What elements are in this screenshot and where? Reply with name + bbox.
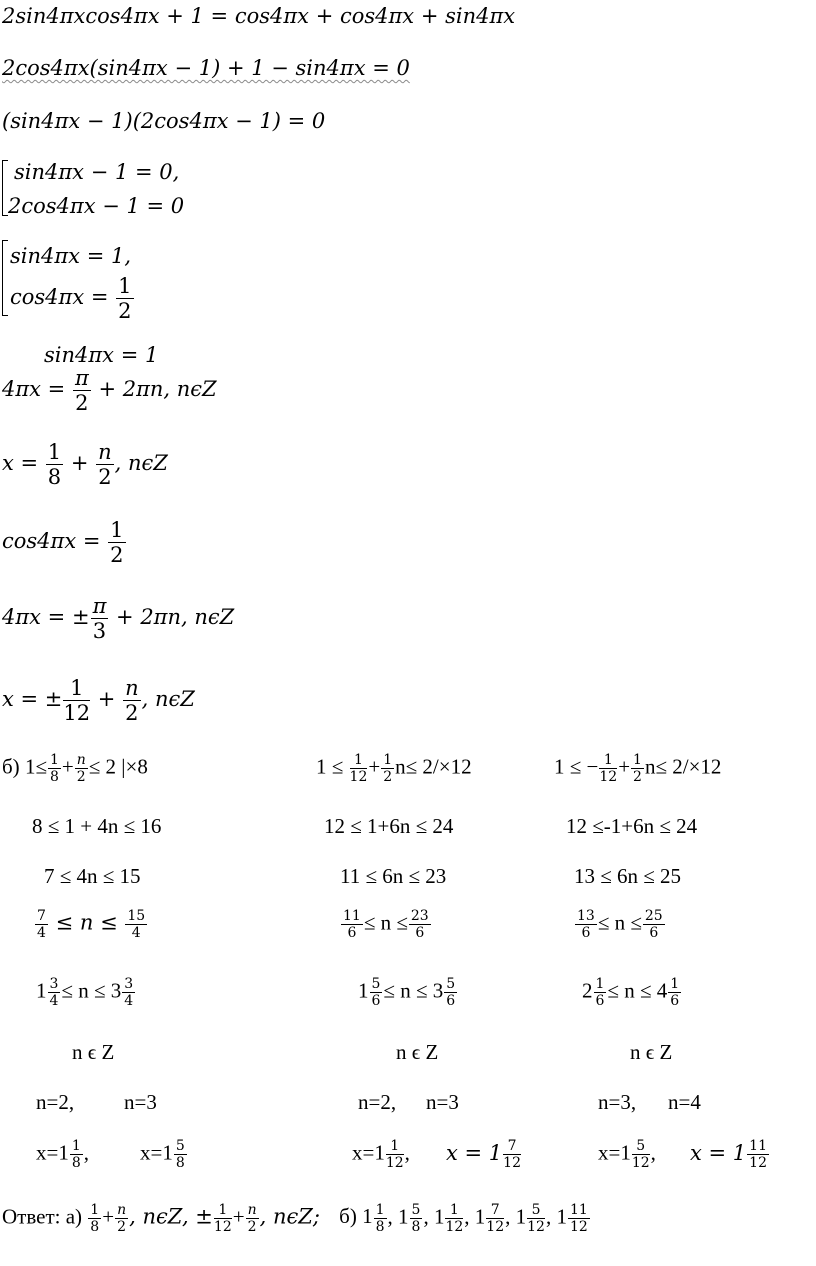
col2-x1-pre: x=1 (352, 1140, 385, 1165)
col1-frac-1-8: $\frac{1}{8}$ (49, 752, 59, 786)
col2-head-post: n≤ 2/×12 (395, 754, 472, 779)
fraction-pi-over-2: $\frac{\pi}{2}$ (74, 366, 89, 416)
case-2-solution (2, 594, 234, 643)
answer-comma-5: , (545, 1204, 552, 1229)
answer-b-frac-3: $\frac{1}{12}$ (445, 1202, 464, 1236)
col2-step-1: 12 ≤ 1+6n ≤ 24 (324, 814, 454, 838)
col1-head-post: ≤ 2 |×8 (88, 754, 148, 779)
col1-x1-pre: x=1 (36, 1140, 69, 1165)
col3-x2 (690, 1138, 770, 1171)
case-1-solution-lhs: 4πx = (2, 377, 72, 402)
case-2-x-lhs: x = ± (2, 687, 63, 712)
answer-comma-2: , (423, 1204, 429, 1229)
col2-head-pre: 1 ≤ (316, 754, 349, 779)
fraction-one-twelfth: $\frac{1}{12}$ (63, 676, 91, 726)
col1-frac-3-4-b: $\frac{3}{4}$ (124, 976, 134, 1010)
col1-step-4-whole: 1 (36, 978, 47, 1003)
fraction-n-over-2: $\frac{n}{2}$ (98, 440, 112, 490)
answer-mid-2: , nϵZ; (259, 1204, 320, 1229)
case-2-heading (2, 518, 127, 567)
case-1-x-rhs: , nϵZ (114, 451, 168, 476)
col3-x1 (598, 1138, 656, 1171)
col2-frac-5-6-b: $\frac{5}{6}$ (446, 976, 456, 1010)
col2-frac-1-2: $\frac{1}{2}$ (383, 752, 393, 786)
system-1-line-1: sin4πx − 1 = 0, (14, 160, 180, 184)
col3-step-4-whole: 2 (582, 978, 593, 1003)
case-1-x-plus: + (64, 451, 96, 476)
col2-frac-23-6: $\frac{23}{6}$ (410, 908, 429, 942)
part-b-col2-head (316, 752, 472, 785)
col2-step-3 (340, 908, 432, 941)
col3-n2: n=4 (668, 1090, 701, 1114)
col3-step-2: 13 ≤ 6n ≤ 25 (574, 864, 682, 888)
answer-whole-2: 1 (398, 1204, 409, 1229)
col1-head-plus: + (61, 754, 74, 779)
answer-mid-1: , nϵZ, ± (129, 1204, 213, 1229)
case-1-solution (2, 366, 217, 415)
col1-integer-note: n ϵ Z (72, 1040, 115, 1064)
system-bracket-2 (2, 240, 8, 316)
col3-step-4-mid: ≤ n ≤ 4 (607, 978, 668, 1003)
col3-step-4 (582, 976, 682, 1009)
col1-step-1: 8 ≤ 1 + 4n ≤ 16 (32, 814, 162, 838)
fraction-one-half: $\frac{1}{2}$ (118, 274, 132, 324)
case-1-heading: sin4πx = 1 (44, 343, 159, 367)
col2-x1 (352, 1138, 410, 1171)
answer-frac-n-2-b: $\frac{n}{2}$ (247, 1202, 257, 1236)
answer-plus-1: + (102, 1204, 115, 1229)
answer-comma-3: , (464, 1204, 470, 1229)
col2-x2 (446, 1138, 522, 1171)
col3-integer-note: n ϵ Z (630, 1040, 673, 1064)
answer-b-frac-4: $\frac{7}{12}$ (486, 1202, 505, 1236)
answer-b-label: б) 1 (339, 1204, 373, 1229)
system-1-line-2: 2cos4πx − 1 = 0 (8, 194, 185, 218)
col1-x2 (140, 1138, 188, 1171)
fraction-pi-over-3: $\frac{\pi}{3}$ (92, 594, 107, 644)
col2-step-3-mid: ≤ n ≤ (363, 910, 408, 935)
answer-whole-6: 1 (556, 1204, 567, 1229)
case-2-heading-lhs: cos4πx = (2, 529, 108, 554)
col1-step-2: 7 ≤ 4n ≤ 15 (44, 864, 141, 888)
case-2-solution-rhs: + 2πn, nϵZ (109, 605, 235, 630)
col3-x1-pre: x=1 (598, 1140, 631, 1165)
part-b-label: б) (2, 754, 20, 779)
col1-step-4-mid: ≤ n ≤ 3 (61, 978, 122, 1003)
col1-frac-3-4-a: $\frac{3}{4}$ (49, 976, 59, 1010)
col2-head-plus: + (368, 754, 381, 779)
answer-comma-4: , (505, 1204, 511, 1229)
fraction-n-over-2-b: $\frac{n}{2}$ (125, 676, 139, 726)
col2-step-2: 11 ≤ 6n ≤ 23 (340, 864, 447, 888)
fraction-one-half-2: $\frac{1}{2}$ (110, 518, 124, 568)
col3-x2-pre: x = 1 (690, 1141, 747, 1166)
case-2-x (2, 676, 195, 725)
case-1-x (2, 440, 168, 489)
col1-n1: n=2, (36, 1090, 75, 1114)
equation-line-3: (sin4πx − 1)(2cos4πx − 1) = 0 (2, 109, 326, 133)
col2-x1-post: , (404, 1140, 410, 1165)
case-1-x-lhs: x = (2, 451, 45, 476)
col2-step-4-whole: 1 (358, 978, 369, 1003)
equation-line-2-text: 2cos4πx(sin4πx − 1) + 1 − sin4πx = 0 (2, 56, 410, 80)
case-2-x-plus: + (91, 687, 123, 712)
answer-comma-1: , (387, 1204, 393, 1229)
col1-x1-frac: $\frac{1}{8}$ (71, 1138, 81, 1172)
equation-line-1: 2sin4πxcos4πx + 1 = cos4πx + cos4πx + sin4πx (2, 4, 516, 28)
answer-whole-4: 1 (474, 1204, 486, 1229)
col3-x1-post: , (650, 1140, 656, 1165)
col3-head-plus: + (618, 754, 631, 779)
answer-line (2, 1202, 591, 1235)
col1-frac-7-4: $\frac{7}{4}$ (37, 908, 46, 942)
col1-x2-frac: $\frac{5}{8}$ (175, 1138, 185, 1172)
part-b-col1-head (2, 752, 148, 785)
case-2-solution-lhs: 4πx = ± (2, 605, 90, 630)
col1-head-pre: 1≤ (24, 754, 47, 779)
col3-head-post: n≤ 2/×12 (644, 754, 722, 779)
equation-line-2 (2, 58, 410, 79)
system-2-line-2-lhs: cos4πx = (10, 285, 116, 310)
answer-plus-2: + (232, 1204, 245, 1229)
col3-step-3-mid: ≤ n ≤ (597, 910, 642, 935)
col3-frac-1-6-b: $\frac{1}{6}$ (670, 976, 680, 1010)
answer-frac-n-2: $\frac{n}{2}$ (117, 1202, 127, 1236)
col1-x1 (36, 1138, 89, 1171)
col2-integer-note: n ϵ Z (396, 1040, 439, 1064)
col2-step-4-mid: ≤ n ≤ 3 (383, 978, 444, 1003)
col2-x2-pre: x = 1 (446, 1141, 503, 1166)
answer-whole-3: 1 (433, 1204, 445, 1229)
col2-x1-frac: $\frac{1}{12}$ (385, 1138, 404, 1172)
col1-step-3 (34, 908, 148, 941)
system-2-line-1: sin4πx = 1, (10, 244, 132, 268)
col2-frac-1-12: $\frac{1}{12}$ (349, 752, 368, 786)
system-2-line-2 (10, 274, 135, 323)
col3-frac-13-6: $\frac{13}{6}$ (577, 908, 595, 942)
col2-n2: n=3 (426, 1090, 459, 1114)
col3-frac-1-6-a: $\frac{1}{6}$ (595, 976, 605, 1010)
col2-frac-5-6-a: $\frac{5}{6}$ (371, 976, 381, 1010)
col1-frac-n-2: $\frac{n}{2}$ (76, 752, 86, 786)
answer-b-frac-1: $\frac{1}{8}$ (375, 1202, 385, 1236)
answer-whole-5: 1 (515, 1204, 527, 1229)
answer-frac-1-8: $\frac{1}{8}$ (90, 1202, 100, 1236)
col3-step-3 (574, 908, 666, 941)
answer-label: Ответ: а) (2, 1204, 83, 1229)
col1-n2: n=3 (124, 1090, 157, 1114)
fraction-one-eighth: $\frac{1}{8}$ (47, 440, 62, 490)
col3-step-1: 12 ≤-1+6n ≤ 24 (566, 814, 698, 838)
col3-frac-25-6: $\frac{25}{6}$ (644, 908, 663, 942)
col2-frac-11-6: $\frac{11}{6}$ (343, 908, 361, 942)
col1-step-3-mid: ≤ n ≤ (48, 910, 125, 935)
col1-x2-pre: x=1 (140, 1140, 173, 1165)
case-2-x-rhs: , nϵZ (141, 687, 195, 712)
col3-n1: n=3, (598, 1090, 637, 1114)
answer-frac-1-12: $\frac{1}{12}$ (213, 1202, 232, 1236)
col3-x2-frac: $\frac{11}{12}$ (749, 1138, 767, 1172)
answer-b-frac-6: $\frac{11}{12}$ (569, 1202, 588, 1236)
col3-frac-1-12: $\frac{1}{12}$ (599, 752, 618, 786)
case-1-solution-rhs: + 2πn, nϵZ (91, 377, 217, 402)
answer-b-frac-5: $\frac{5}{12}$ (527, 1202, 545, 1236)
answer-b-frac-2: $\frac{5}{8}$ (411, 1202, 421, 1236)
part-b-col3-head (554, 752, 721, 785)
col2-n1: n=2, (358, 1090, 397, 1114)
col1-x1-post: , (83, 1140, 90, 1165)
col1-frac-15-4: $\frac{15}{4}$ (127, 908, 146, 942)
col3-frac-1-2: $\frac{1}{2}$ (633, 752, 642, 786)
col1-step-4 (36, 976, 136, 1009)
col2-x2-frac: $\frac{7}{12}$ (503, 1138, 521, 1172)
col3-x1-frac: $\frac{5}{12}$ (631, 1138, 650, 1172)
col2-step-4 (358, 976, 458, 1009)
col3-head-pre: 1 ≤ − (554, 754, 599, 779)
